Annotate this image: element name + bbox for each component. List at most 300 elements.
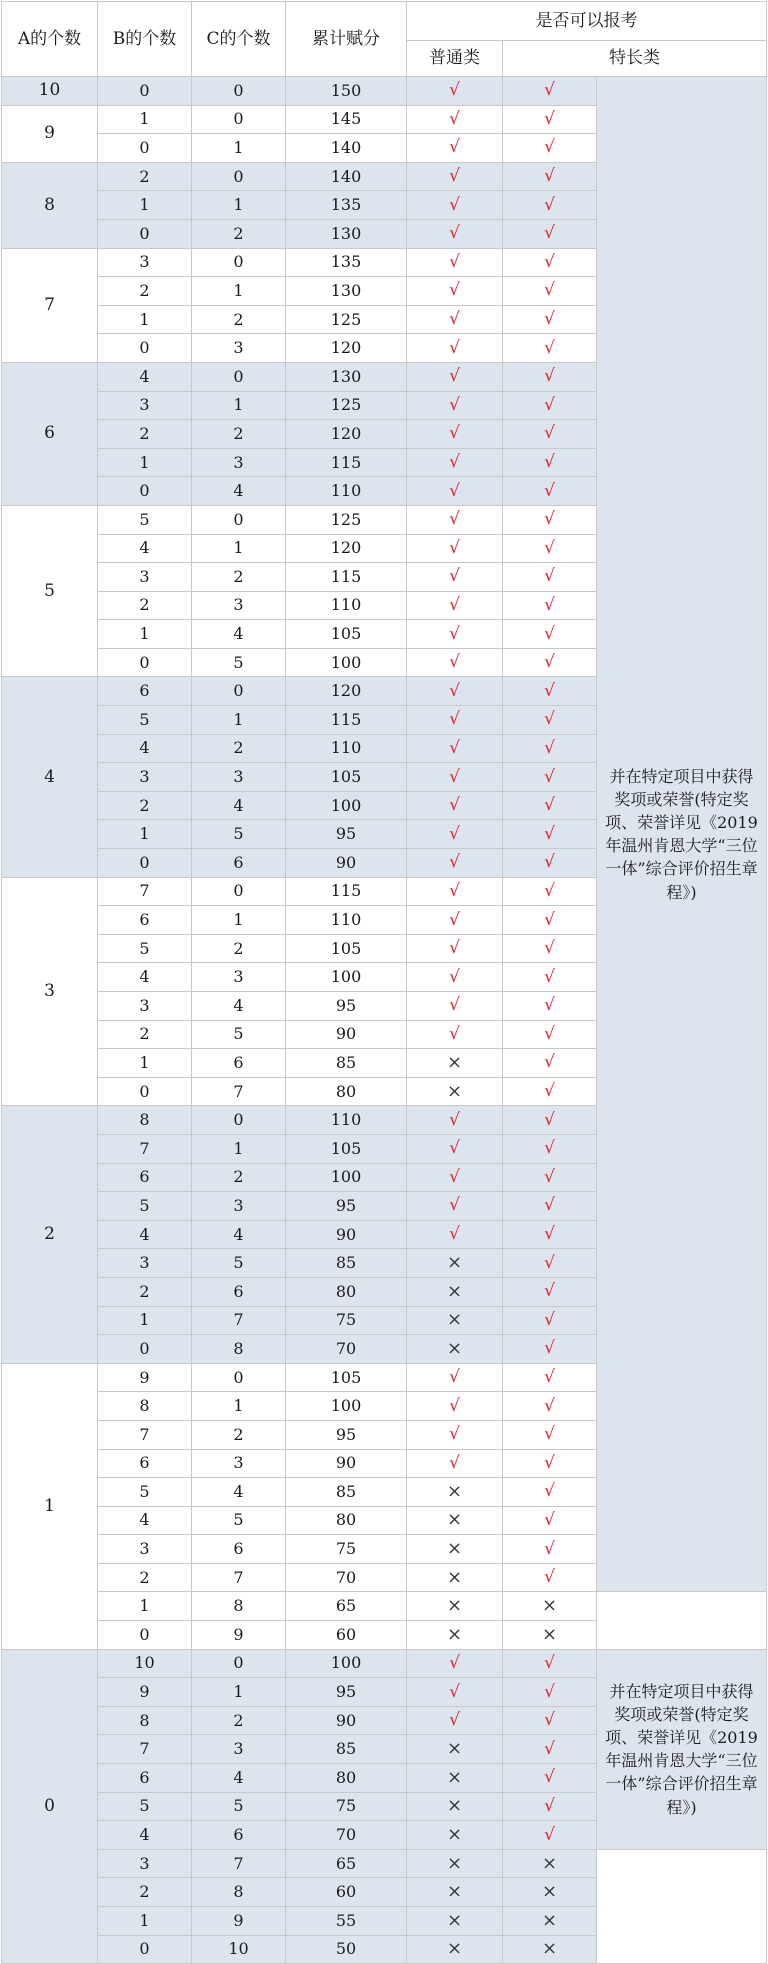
b-count-cell: 5 bbox=[98, 1792, 192, 1821]
special-eligibility-cell: √ bbox=[503, 820, 597, 849]
b-count-cell: 0 bbox=[98, 477, 192, 506]
special-eligibility-cell: √ bbox=[503, 1192, 597, 1221]
b-count-cell: 1 bbox=[98, 448, 192, 477]
special-eligibility-cell: × bbox=[503, 1878, 597, 1907]
score-cell: 80 bbox=[286, 1077, 407, 1106]
header-special: 特长类 bbox=[503, 41, 767, 77]
special-eligibility-cell: × bbox=[503, 1592, 597, 1621]
general-eligibility-cell: √ bbox=[407, 391, 503, 420]
b-count-cell: 8 bbox=[98, 1106, 192, 1135]
b-count-cell: 1 bbox=[98, 105, 192, 134]
general-eligibility-cell: √ bbox=[407, 1706, 503, 1735]
special-eligibility-cell: √ bbox=[503, 1649, 597, 1678]
special-eligibility-cell: √ bbox=[503, 505, 597, 534]
score-cell: 135 bbox=[286, 191, 407, 220]
c-count-cell: 4 bbox=[192, 1220, 286, 1249]
special-eligibility-cell: √ bbox=[503, 1821, 597, 1850]
special-eligibility-cell: √ bbox=[503, 420, 597, 449]
a-count-cell: 7 bbox=[2, 248, 98, 362]
special-eligibility-cell: √ bbox=[503, 448, 597, 477]
general-eligibility-cell: × bbox=[407, 1277, 503, 1306]
b-count-cell: 4 bbox=[98, 734, 192, 763]
b-count-cell: 0 bbox=[98, 134, 192, 163]
general-eligibility-cell: √ bbox=[407, 505, 503, 534]
c-count-cell: 3 bbox=[192, 963, 286, 992]
general-eligibility-cell: √ bbox=[407, 134, 503, 163]
general-eligibility-cell: √ bbox=[407, 963, 503, 992]
special-eligibility-cell: √ bbox=[503, 677, 597, 706]
header-b-count: B的个数 bbox=[98, 2, 192, 77]
general-eligibility-cell: √ bbox=[407, 1163, 503, 1192]
special-eligibility-cell: √ bbox=[503, 1335, 597, 1364]
header-a-count: A的个数 bbox=[2, 2, 98, 77]
empty-note-cell bbox=[597, 1592, 767, 1649]
b-count-cell: 4 bbox=[98, 1506, 192, 1535]
b-count-cell: 0 bbox=[98, 77, 192, 106]
c-count-cell: 4 bbox=[192, 477, 286, 506]
score-cell: 75 bbox=[286, 1792, 407, 1821]
general-eligibility-cell: × bbox=[407, 1535, 503, 1564]
score-cell: 95 bbox=[286, 820, 407, 849]
special-eligibility-cell: √ bbox=[503, 1706, 597, 1735]
c-count-cell: 5 bbox=[192, 1020, 286, 1049]
b-count-cell: 0 bbox=[98, 219, 192, 248]
general-eligibility-cell: × bbox=[407, 1478, 503, 1507]
score-cell: 100 bbox=[286, 963, 407, 992]
b-count-cell: 0 bbox=[98, 1077, 192, 1106]
b-count-cell: 4 bbox=[98, 362, 192, 391]
special-eligibility-cell: √ bbox=[503, 1535, 597, 1564]
b-count-cell: 1 bbox=[98, 1049, 192, 1078]
c-count-cell: 5 bbox=[192, 1506, 286, 1535]
c-count-cell: 2 bbox=[192, 934, 286, 963]
c-count-cell: 1 bbox=[192, 277, 286, 306]
special-eligibility-cell: √ bbox=[503, 791, 597, 820]
header-c-count: C的个数 bbox=[192, 2, 286, 77]
special-eligibility-cell: × bbox=[503, 1907, 597, 1936]
a-count-cell: 1 bbox=[2, 1363, 98, 1649]
b-count-cell: 7 bbox=[98, 1735, 192, 1764]
c-count-cell: 2 bbox=[192, 1706, 286, 1735]
special-eligibility-cell: √ bbox=[503, 1449, 597, 1478]
b-count-cell: 5 bbox=[98, 1192, 192, 1221]
score-cell: 100 bbox=[286, 648, 407, 677]
score-cell: 50 bbox=[286, 1935, 407, 1964]
score-cell: 75 bbox=[286, 1535, 407, 1564]
b-count-cell: 4 bbox=[98, 1821, 192, 1850]
c-count-cell: 5 bbox=[192, 1792, 286, 1821]
special-eligibility-cell: √ bbox=[503, 105, 597, 134]
c-count-cell: 2 bbox=[192, 734, 286, 763]
c-count-cell: 0 bbox=[192, 248, 286, 277]
general-eligibility-cell: √ bbox=[407, 334, 503, 363]
special-eligibility-cell: √ bbox=[503, 1363, 597, 1392]
c-count-cell: 1 bbox=[192, 1678, 286, 1707]
special-eligibility-cell: √ bbox=[503, 992, 597, 1021]
b-count-cell: 10 bbox=[98, 1649, 192, 1678]
c-count-cell: 6 bbox=[192, 1535, 286, 1564]
general-eligibility-cell: √ bbox=[407, 219, 503, 248]
b-count-cell: 0 bbox=[98, 1335, 192, 1364]
general-eligibility-cell: √ bbox=[407, 420, 503, 449]
score-cell: 70 bbox=[286, 1563, 407, 1592]
special-eligibility-cell: √ bbox=[503, 934, 597, 963]
b-count-cell: 2 bbox=[98, 1020, 192, 1049]
b-count-cell: 5 bbox=[98, 934, 192, 963]
c-count-cell: 0 bbox=[192, 677, 286, 706]
b-count-cell: 6 bbox=[98, 1764, 192, 1793]
general-eligibility-cell: × bbox=[407, 1049, 503, 1078]
score-cell: 105 bbox=[286, 620, 407, 649]
general-eligibility-cell: √ bbox=[407, 1649, 503, 1678]
score-cell: 120 bbox=[286, 534, 407, 563]
special-eligibility-cell: × bbox=[503, 1621, 597, 1650]
score-cell: 110 bbox=[286, 906, 407, 935]
b-count-cell: 6 bbox=[98, 906, 192, 935]
general-eligibility-cell: √ bbox=[407, 105, 503, 134]
b-count-cell: 2 bbox=[98, 420, 192, 449]
table-row bbox=[2, 77, 767, 106]
general-eligibility-cell: × bbox=[407, 1506, 503, 1535]
score-cell: 70 bbox=[286, 1335, 407, 1364]
c-count-cell: 3 bbox=[192, 763, 286, 792]
c-count-cell: 4 bbox=[192, 1764, 286, 1793]
general-eligibility-cell: √ bbox=[407, 706, 503, 735]
score-cell: 55 bbox=[286, 1907, 407, 1936]
score-cell: 120 bbox=[286, 334, 407, 363]
award-requirement-note: 并在特定项目中获得奖项或荣誉(特定奖项、荣誉详见《2019年温州肯恩大学“三位一体”综合评价招生章程》) bbox=[597, 1649, 767, 1849]
special-eligibility-cell: √ bbox=[503, 1277, 597, 1306]
special-eligibility-cell: × bbox=[503, 1935, 597, 1964]
special-eligibility-cell: √ bbox=[503, 162, 597, 191]
c-count-cell: 0 bbox=[192, 1363, 286, 1392]
special-eligibility-cell: √ bbox=[503, 534, 597, 563]
b-count-cell: 0 bbox=[98, 849, 192, 878]
a-count-cell: 9 bbox=[2, 105, 98, 162]
special-eligibility-cell: √ bbox=[503, 219, 597, 248]
c-count-cell: 9 bbox=[192, 1621, 286, 1650]
b-count-cell: 2 bbox=[98, 591, 192, 620]
score-cell: 85 bbox=[286, 1478, 407, 1507]
general-eligibility-cell: √ bbox=[407, 1449, 503, 1478]
general-eligibility-cell: √ bbox=[407, 620, 503, 649]
table-row bbox=[2, 1849, 767, 1878]
b-count-cell: 5 bbox=[98, 1478, 192, 1507]
b-count-cell: 2 bbox=[98, 162, 192, 191]
special-eligibility-cell: √ bbox=[503, 906, 597, 935]
score-cell: 90 bbox=[286, 1706, 407, 1735]
special-eligibility-cell: √ bbox=[503, 1678, 597, 1707]
c-count-cell: 9 bbox=[192, 1907, 286, 1936]
c-count-cell: 3 bbox=[192, 591, 286, 620]
score-cell: 90 bbox=[286, 1449, 407, 1478]
empty-note-cell bbox=[597, 1849, 767, 1963]
b-count-cell: 3 bbox=[98, 563, 192, 592]
b-count-cell: 7 bbox=[98, 1134, 192, 1163]
a-count-cell: 5 bbox=[2, 505, 98, 677]
special-eligibility-cell: √ bbox=[503, 734, 597, 763]
c-count-cell: 7 bbox=[192, 1849, 286, 1878]
c-count-cell: 4 bbox=[192, 620, 286, 649]
general-eligibility-cell: √ bbox=[407, 1192, 503, 1221]
c-count-cell: 6 bbox=[192, 1821, 286, 1850]
c-count-cell: 3 bbox=[192, 1735, 286, 1764]
general-eligibility-cell: √ bbox=[407, 1020, 503, 1049]
general-eligibility-cell: √ bbox=[407, 992, 503, 1021]
special-eligibility-cell: √ bbox=[503, 477, 597, 506]
general-eligibility-cell: √ bbox=[407, 1134, 503, 1163]
special-eligibility-cell: √ bbox=[503, 620, 597, 649]
score-cell: 110 bbox=[286, 734, 407, 763]
b-count-cell: 2 bbox=[98, 1277, 192, 1306]
general-eligibility-cell: √ bbox=[407, 77, 503, 106]
c-count-cell: 7 bbox=[192, 1563, 286, 1592]
special-eligibility-cell: √ bbox=[503, 1077, 597, 1106]
special-eligibility-cell: √ bbox=[503, 591, 597, 620]
special-eligibility-cell: √ bbox=[503, 1764, 597, 1793]
special-eligibility-cell: √ bbox=[503, 1478, 597, 1507]
a-count-cell: 0 bbox=[2, 1649, 98, 1964]
score-cell: 115 bbox=[286, 706, 407, 735]
score-cell: 110 bbox=[286, 591, 407, 620]
score-cell: 145 bbox=[286, 105, 407, 134]
score-cell: 130 bbox=[286, 277, 407, 306]
special-eligibility-cell: √ bbox=[503, 563, 597, 592]
b-count-cell: 2 bbox=[98, 1563, 192, 1592]
table-row bbox=[2, 1592, 767, 1621]
general-eligibility-cell: √ bbox=[407, 849, 503, 878]
score-cell: 120 bbox=[286, 420, 407, 449]
b-count-cell: 4 bbox=[98, 534, 192, 563]
c-count-cell: 7 bbox=[192, 1306, 286, 1335]
score-cell: 85 bbox=[286, 1249, 407, 1278]
c-count-cell: 2 bbox=[192, 420, 286, 449]
general-eligibility-cell: √ bbox=[407, 1678, 503, 1707]
b-count-cell: 6 bbox=[98, 1163, 192, 1192]
c-count-cell: 10 bbox=[192, 1935, 286, 1964]
c-count-cell: 2 bbox=[192, 1420, 286, 1449]
general-eligibility-cell: × bbox=[407, 1335, 503, 1364]
score-cell: 100 bbox=[286, 1392, 407, 1421]
score-cell: 95 bbox=[286, 1420, 407, 1449]
special-eligibility-cell: √ bbox=[503, 963, 597, 992]
general-eligibility-cell: √ bbox=[407, 248, 503, 277]
general-eligibility-cell: √ bbox=[407, 934, 503, 963]
general-eligibility-cell: × bbox=[407, 1592, 503, 1621]
b-count-cell: 7 bbox=[98, 877, 192, 906]
special-eligibility-cell: √ bbox=[503, 1392, 597, 1421]
score-cell: 105 bbox=[286, 934, 407, 963]
b-count-cell: 5 bbox=[98, 505, 192, 534]
score-cell: 105 bbox=[286, 1363, 407, 1392]
c-count-cell: 4 bbox=[192, 992, 286, 1021]
score-cell: 125 bbox=[286, 391, 407, 420]
table-row bbox=[2, 1649, 767, 1678]
c-count-cell: 8 bbox=[192, 1335, 286, 1364]
b-count-cell: 1 bbox=[98, 305, 192, 334]
general-eligibility-cell: √ bbox=[407, 162, 503, 191]
special-eligibility-cell: × bbox=[503, 1849, 597, 1878]
score-cell: 130 bbox=[286, 219, 407, 248]
a-count-cell: 10 bbox=[2, 77, 98, 106]
b-count-cell: 2 bbox=[98, 277, 192, 306]
score-cell: 90 bbox=[286, 849, 407, 878]
score-cell: 95 bbox=[286, 992, 407, 1021]
score-cell: 140 bbox=[286, 162, 407, 191]
b-count-cell: 3 bbox=[98, 391, 192, 420]
b-count-cell: 1 bbox=[98, 620, 192, 649]
score-cell: 85 bbox=[286, 1049, 407, 1078]
score-cell: 115 bbox=[286, 563, 407, 592]
b-count-cell: 3 bbox=[98, 763, 192, 792]
score-cell: 80 bbox=[286, 1506, 407, 1535]
special-eligibility-cell: √ bbox=[503, 1735, 597, 1764]
general-eligibility-cell: √ bbox=[407, 734, 503, 763]
general-eligibility-cell: × bbox=[407, 1735, 503, 1764]
score-cell: 75 bbox=[286, 1306, 407, 1335]
special-eligibility-cell: √ bbox=[503, 1563, 597, 1592]
score-cell: 130 bbox=[286, 362, 407, 391]
c-count-cell: 0 bbox=[192, 162, 286, 191]
score-cell: 115 bbox=[286, 877, 407, 906]
b-count-cell: 3 bbox=[98, 1249, 192, 1278]
general-eligibility-cell: × bbox=[407, 1563, 503, 1592]
b-count-cell: 0 bbox=[98, 648, 192, 677]
general-eligibility-cell: √ bbox=[407, 534, 503, 563]
b-count-cell: 9 bbox=[98, 1678, 192, 1707]
general-eligibility-cell: √ bbox=[407, 906, 503, 935]
a-count-cell: 3 bbox=[2, 877, 98, 1106]
b-count-cell: 3 bbox=[98, 1849, 192, 1878]
score-cell: 60 bbox=[286, 1621, 407, 1650]
score-cell: 85 bbox=[286, 1735, 407, 1764]
c-count-cell: 3 bbox=[192, 334, 286, 363]
b-count-cell: 0 bbox=[98, 1935, 192, 1964]
score-cell: 65 bbox=[286, 1592, 407, 1621]
c-count-cell: 0 bbox=[192, 505, 286, 534]
header-eligibility: 是否可以报考 bbox=[407, 2, 767, 41]
general-eligibility-cell: × bbox=[407, 1821, 503, 1850]
c-count-cell: 8 bbox=[192, 1592, 286, 1621]
c-count-cell: 2 bbox=[192, 305, 286, 334]
score-cell: 140 bbox=[286, 134, 407, 163]
special-eligibility-cell: √ bbox=[503, 1306, 597, 1335]
special-eligibility-cell: √ bbox=[503, 1506, 597, 1535]
score-table bbox=[1, 1, 767, 1964]
c-count-cell: 2 bbox=[192, 219, 286, 248]
a-count-cell: 8 bbox=[2, 162, 98, 248]
b-count-cell: 7 bbox=[98, 1420, 192, 1449]
table-body bbox=[2, 77, 767, 1964]
c-count-cell: 1 bbox=[192, 1392, 286, 1421]
b-count-cell: 0 bbox=[98, 1621, 192, 1650]
special-eligibility-cell: √ bbox=[503, 849, 597, 878]
c-count-cell: 2 bbox=[192, 1163, 286, 1192]
award-requirement-note: 并在特定项目中获得奖项或荣誉(特定奖项、荣誉详见《2019年温州肯恩大学“三位一体”综合评价招生章程》) bbox=[597, 77, 767, 1592]
c-count-cell: 6 bbox=[192, 1049, 286, 1078]
score-cell: 110 bbox=[286, 477, 407, 506]
a-count-cell: 6 bbox=[2, 362, 98, 505]
score-cell: 90 bbox=[286, 1020, 407, 1049]
special-eligibility-cell: √ bbox=[503, 248, 597, 277]
c-count-cell: 1 bbox=[192, 534, 286, 563]
general-eligibility-cell: × bbox=[407, 1249, 503, 1278]
special-eligibility-cell: √ bbox=[503, 77, 597, 106]
general-eligibility-cell: √ bbox=[407, 362, 503, 391]
b-count-cell: 5 bbox=[98, 706, 192, 735]
b-count-cell: 1 bbox=[98, 1306, 192, 1335]
general-eligibility-cell: √ bbox=[407, 1106, 503, 1135]
general-eligibility-cell: √ bbox=[407, 448, 503, 477]
general-eligibility-cell: √ bbox=[407, 191, 503, 220]
c-count-cell: 5 bbox=[192, 648, 286, 677]
general-eligibility-cell: √ bbox=[407, 877, 503, 906]
c-count-cell: 6 bbox=[192, 1277, 286, 1306]
special-eligibility-cell: √ bbox=[503, 1220, 597, 1249]
score-cell: 60 bbox=[286, 1878, 407, 1907]
b-count-cell: 3 bbox=[98, 1535, 192, 1564]
b-count-cell: 1 bbox=[98, 820, 192, 849]
score-cell: 125 bbox=[286, 305, 407, 334]
general-eligibility-cell: √ bbox=[407, 820, 503, 849]
b-count-cell: 3 bbox=[98, 248, 192, 277]
c-count-cell: 0 bbox=[192, 105, 286, 134]
a-count-cell: 2 bbox=[2, 1106, 98, 1363]
c-count-cell: 4 bbox=[192, 791, 286, 820]
special-eligibility-cell: √ bbox=[503, 877, 597, 906]
special-eligibility-cell: √ bbox=[503, 134, 597, 163]
special-eligibility-cell: √ bbox=[503, 305, 597, 334]
c-count-cell: 1 bbox=[192, 191, 286, 220]
special-eligibility-cell: √ bbox=[503, 1420, 597, 1449]
score-cell: 70 bbox=[286, 1821, 407, 1850]
c-count-cell: 0 bbox=[192, 77, 286, 106]
general-eligibility-cell: √ bbox=[407, 1420, 503, 1449]
c-count-cell: 1 bbox=[192, 706, 286, 735]
score-cell: 80 bbox=[286, 1764, 407, 1793]
general-eligibility-cell: √ bbox=[407, 791, 503, 820]
c-count-cell: 3 bbox=[192, 448, 286, 477]
general-eligibility-cell: × bbox=[407, 1907, 503, 1936]
special-eligibility-cell: √ bbox=[503, 1020, 597, 1049]
b-count-cell: 1 bbox=[98, 191, 192, 220]
score-cell: 105 bbox=[286, 1134, 407, 1163]
general-eligibility-cell: √ bbox=[407, 763, 503, 792]
score-cell: 120 bbox=[286, 677, 407, 706]
c-count-cell: 5 bbox=[192, 820, 286, 849]
b-count-cell: 1 bbox=[98, 1907, 192, 1936]
c-count-cell: 8 bbox=[192, 1878, 286, 1907]
special-eligibility-cell: √ bbox=[503, 1049, 597, 1078]
special-eligibility-cell: √ bbox=[503, 191, 597, 220]
b-count-cell: 1 bbox=[98, 1592, 192, 1621]
special-eligibility-cell: √ bbox=[503, 277, 597, 306]
score-cell: 65 bbox=[286, 1849, 407, 1878]
score-cell: 100 bbox=[286, 1163, 407, 1192]
c-count-cell: 6 bbox=[192, 849, 286, 878]
b-count-cell: 8 bbox=[98, 1706, 192, 1735]
score-cell: 90 bbox=[286, 1220, 407, 1249]
general-eligibility-cell: √ bbox=[407, 1392, 503, 1421]
general-eligibility-cell: × bbox=[407, 1764, 503, 1793]
general-eligibility-cell: × bbox=[407, 1077, 503, 1106]
general-eligibility-cell: √ bbox=[407, 677, 503, 706]
b-count-cell: 3 bbox=[98, 992, 192, 1021]
score-cell: 95 bbox=[286, 1192, 407, 1221]
special-eligibility-cell: √ bbox=[503, 1163, 597, 1192]
special-eligibility-cell: √ bbox=[503, 362, 597, 391]
score-cell: 100 bbox=[286, 1649, 407, 1678]
